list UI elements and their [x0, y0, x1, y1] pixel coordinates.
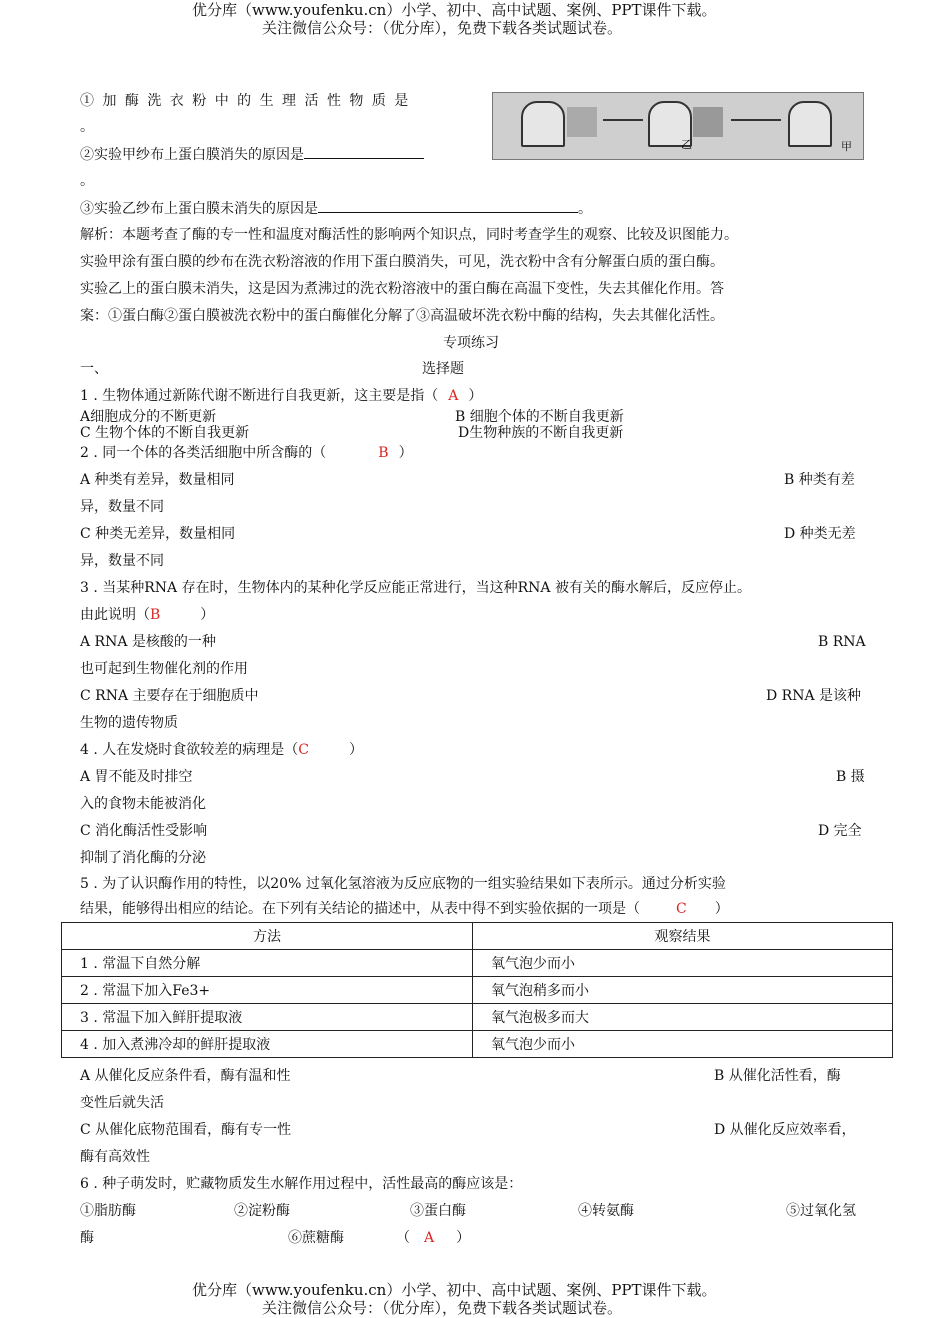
figure-arrow-b	[731, 119, 781, 121]
analysis-line-2: 实验甲涂有蛋白膜的纱布在洗衣粉溶液的作用下蛋白膜消失，可见，洗衣粉中含有分解蛋白质的蛋白酶。	[80, 254, 724, 270]
q6-option-1: ①脂肪酶	[80, 1203, 136, 1219]
intro-q2: ②实验甲纱布上蛋白膜消失的原因是	[80, 144, 424, 165]
intro-q3: ③实验乙纱布上蛋白膜未消失的原因是 。	[80, 198, 592, 219]
q1-option-b: B 细胞个体的不断自我更新	[455, 409, 624, 425]
q6-stem: 6 . 种子萌发时，贮藏物质发生水解作用过程中，活性最高的酶应该是：	[80, 1176, 523, 1192]
q6-answer: A	[424, 1230, 435, 1246]
results-table	[61, 922, 893, 1058]
q6-option-3: ③蛋白酶	[410, 1203, 466, 1219]
q1-answer: A	[448, 388, 459, 404]
q2-option-c: C 种类无差异，数量相同	[80, 526, 236, 542]
beaker-a	[521, 101, 565, 147]
q3-answer: B	[150, 607, 161, 623]
q5-option-a: A 从催化反应条件看，酶有温和性	[80, 1068, 291, 1084]
beaker-c	[788, 101, 832, 147]
q3-stem: 3 . 当某种RNA 存在时，生物体内的某种化学反应能正常进行，当这种RNA 被有关的酶水解后，反应停止。	[80, 580, 751, 596]
q6-option-5-cont: 酶	[80, 1230, 94, 1246]
q5-option-b: B 从催化活性看，酶	[714, 1068, 841, 1084]
analysis-line-4: 案：①蛋白酶②蛋白膜被洗衣粉中的蛋白酶催化分解了③高温破坏洗衣粉中酶的结构，失去其催化活性。	[80, 308, 724, 324]
section-subtitle: 选择题	[422, 361, 464, 377]
q2-option-d-cont: 异，数量不同	[80, 553, 164, 569]
figure-tag-yi: 乙	[681, 138, 692, 151]
q5-answer: C	[676, 901, 687, 917]
figure-arrow-a	[603, 119, 643, 121]
q4-option-d: D 完全	[818, 823, 862, 839]
q1-option-d: D生物种族的不断自我更新	[458, 425, 624, 441]
q4-option-a: A 胃不能及时排空	[80, 769, 193, 785]
table-cell: 氧气泡少而小	[473, 1031, 893, 1058]
analysis-line-3: 实验乙上的蛋白膜未消失，这是因为煮沸过的洗衣粉溶液中的蛋白酶在高温下变性，失去其催化作用。答	[80, 281, 724, 297]
answer-blank-3	[318, 198, 578, 213]
table-cell: 2 . 常温下加入Fe3+	[62, 977, 473, 1004]
intro-q1-end: 。	[80, 119, 94, 135]
table-header-result: 观察结果	[473, 923, 893, 950]
q4-option-b-cont: 入的食物未能被消化	[80, 796, 206, 812]
table-row	[62, 950, 893, 977]
q5-option-c: C 从催化底物范围看，酶有专一性	[80, 1122, 292, 1138]
q3-option-d-cont: 生物的遗传物质	[80, 715, 178, 731]
table-cell: 氧气泡极多而大	[473, 1004, 893, 1031]
q2-stem: 2 . 同一个体的各类活细胞中所含酶的（ B ）	[80, 445, 413, 461]
header-line-2: 关注微信公众号：（优分库），免费下载各类试题试卷。	[262, 19, 623, 37]
q3-option-d: D RNA 是该种	[766, 688, 862, 704]
q6-option-6: ⑥蔗糖酶	[288, 1230, 344, 1246]
header-line-1: 优分库（www.youfenku.cn）小学、初中、高中试题、案例、PPT课件下载。	[192, 1, 717, 19]
answer-blank-2	[304, 144, 424, 159]
q5-stem-2: 结果，能够得出相应的结论。在下列有关结论的描述中，从表中得不到实验依据的一项是（ C ）	[80, 901, 729, 917]
q1-option-c: C 生物个体的不断自我更新	[80, 425, 250, 441]
q1-option-a: A细胞成分的不断更新	[80, 409, 217, 425]
table-row	[62, 977, 893, 1004]
table-cell: 4 . 加入煮沸冷却的鲜肝提取液	[62, 1031, 473, 1058]
experiment-figure	[492, 92, 864, 160]
q2-option-b-cont: 异，数量不同	[80, 499, 164, 515]
q4-answer: C	[298, 742, 309, 758]
q3-option-c: C RNA 主要存在于细胞质中	[80, 688, 259, 704]
figure-label-b	[693, 107, 723, 137]
q2-answer: B	[378, 445, 389, 461]
intro-q1: ① 加 酶 洗 衣 粉 中 的 生 理 活 性 物 质 是	[80, 93, 411, 109]
q3-option-a: A RNA 是核酸的一种	[80, 634, 216, 650]
section-title: 专项练习	[443, 335, 499, 351]
table-cell: 氧气泡稍多而小	[473, 977, 893, 1004]
q6-answer-group: （ A ）	[396, 1230, 471, 1246]
table-header-method: 方法	[62, 923, 473, 950]
figure-tag-jia: 甲	[841, 140, 852, 153]
intro-q2-end: 。	[80, 173, 94, 189]
q2-option-a: A 种类有差异，数量相同	[80, 472, 235, 488]
q3-option-b-cont: 也可起到生物催化剂的作用	[80, 661, 248, 677]
q6-option-2: ②淀粉酶	[234, 1203, 290, 1219]
q5-option-d-cont: 酶有高效性	[80, 1149, 150, 1165]
table-cell: 1 . 常温下自然分解	[62, 950, 473, 977]
footer-line-1: 优分库（www.youfenku.cn）小学、初中、高中试题、案例、PPT课件下载。	[192, 1281, 717, 1299]
q1-stem: 1 . 生物体通过新陈代谢不断进行自我更新，这主要是指（ A ）	[80, 388, 483, 404]
q2-option-d: D 种类无差	[784, 526, 856, 542]
q2-option-b: B 种类有差	[784, 472, 855, 488]
footer-line-2: 关注微信公众号：（优分库），免费下载各类试题试卷。	[262, 1299, 623, 1317]
analysis-line-1: 解析：本题考查了酶的专一性和温度对酶活性的影响两个知识点，同时考查学生的观察、比较及识图能力。	[80, 227, 738, 243]
q6-option-4: ④转氨酶	[578, 1203, 634, 1219]
q4-stem: 4 . 人在发烧时食欲较差的病理是（C ）	[80, 742, 363, 758]
q4-option-c: C 消化酶活性受影响	[80, 823, 208, 839]
q3-option-b: B RNA	[818, 634, 866, 650]
q5-stem: 5 . 为了认识酶作用的特性，以20% 过氧化氢溶液为反应底物的一组实验结果如下表所示。通过分析实验	[80, 876, 726, 892]
q5-option-d: D 从催化反应效率看，	[714, 1122, 856, 1138]
table-row	[62, 1031, 893, 1058]
table-cell: 氧气泡少而小	[473, 950, 893, 977]
section-number: 一、	[80, 361, 108, 377]
table-row	[62, 1004, 893, 1031]
figure-label-a	[567, 107, 597, 137]
table-header-row	[62, 923, 893, 950]
table-cell: 3 . 常温下加入鲜肝提取液	[62, 1004, 473, 1031]
q5-option-b-cont: 变性后就失活	[80, 1095, 164, 1111]
q4-option-d-cont: 抑制了消化酶的分泌	[80, 850, 206, 866]
q6-option-5: ⑤过氧化氢	[786, 1203, 856, 1219]
q3-stem-2: 由此说明（B ）	[80, 607, 215, 623]
q4-option-b: B 摄	[836, 769, 865, 785]
